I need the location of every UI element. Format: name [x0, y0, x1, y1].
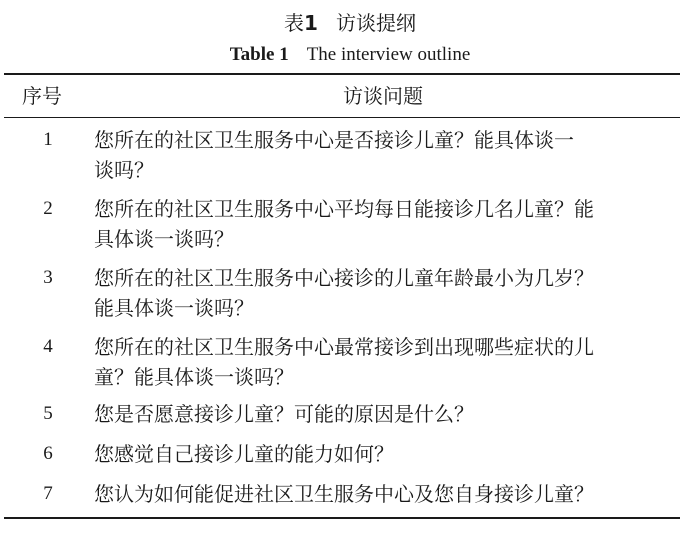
row-question [94, 332, 678, 392]
caption-en-title: The interview outline [306, 44, 471, 65]
question-line: 您所在的社区卫生服务中心最常接诊到出现哪些症状的儿 [94, 335, 594, 359]
question-line: 具体谈一谈吗？ [94, 227, 234, 251]
row-number: 4 [43, 336, 53, 357]
question-line: 谈吗？ [94, 158, 154, 182]
row-question [94, 399, 678, 429]
question-line: 您是否愿意接诊儿童？可能的原因是什么？ [94, 402, 474, 426]
question-line: 您感觉自己接诊儿童的能力如何？ [94, 442, 394, 466]
row-question [94, 439, 678, 469]
caption-zh-title: 访谈提纲 [335, 11, 416, 35]
row-number: 7 [43, 483, 53, 504]
question-line: 您所在的社区卫生服务中心接诊的儿童年龄最小为几岁？ [94, 266, 594, 290]
table-top-rule [4, 73, 680, 75]
question-line: 能具体谈一谈吗？ [94, 296, 254, 320]
caption-zh-number: 1 [304, 11, 318, 35]
row-question [94, 125, 678, 185]
row-number: 5 [43, 403, 53, 424]
question-line: 您所在的社区卫生服务中心平均每日能接诊几名儿童？能 [94, 197, 594, 221]
column-header-number: 序号 [22, 84, 62, 108]
row-number: 6 [43, 443, 53, 464]
row-number: 1 [43, 129, 53, 150]
column-header-question: 访谈问题 [343, 84, 423, 108]
caption-zh-label: 表 [284, 11, 305, 35]
table-header-rule [4, 117, 680, 118]
row-question [94, 194, 678, 254]
table-caption-english [0, 42, 700, 68]
row-question [94, 479, 678, 509]
table-bottom-rule [4, 517, 680, 519]
question-line: 您认为如何能促进社区卫生服务中心及您自身接诊儿童？ [94, 482, 594, 506]
question-line: 童？能具体谈一谈吗？ [94, 365, 294, 389]
row-question [94, 263, 678, 323]
caption-en-label: Table 1 [229, 44, 289, 65]
row-number: 3 [43, 267, 53, 288]
row-number: 2 [43, 198, 53, 219]
table-caption-chinese [0, 10, 700, 36]
question-line: 您所在的社区卫生服务中心是否接诊儿童？能具体谈一 [94, 128, 574, 152]
